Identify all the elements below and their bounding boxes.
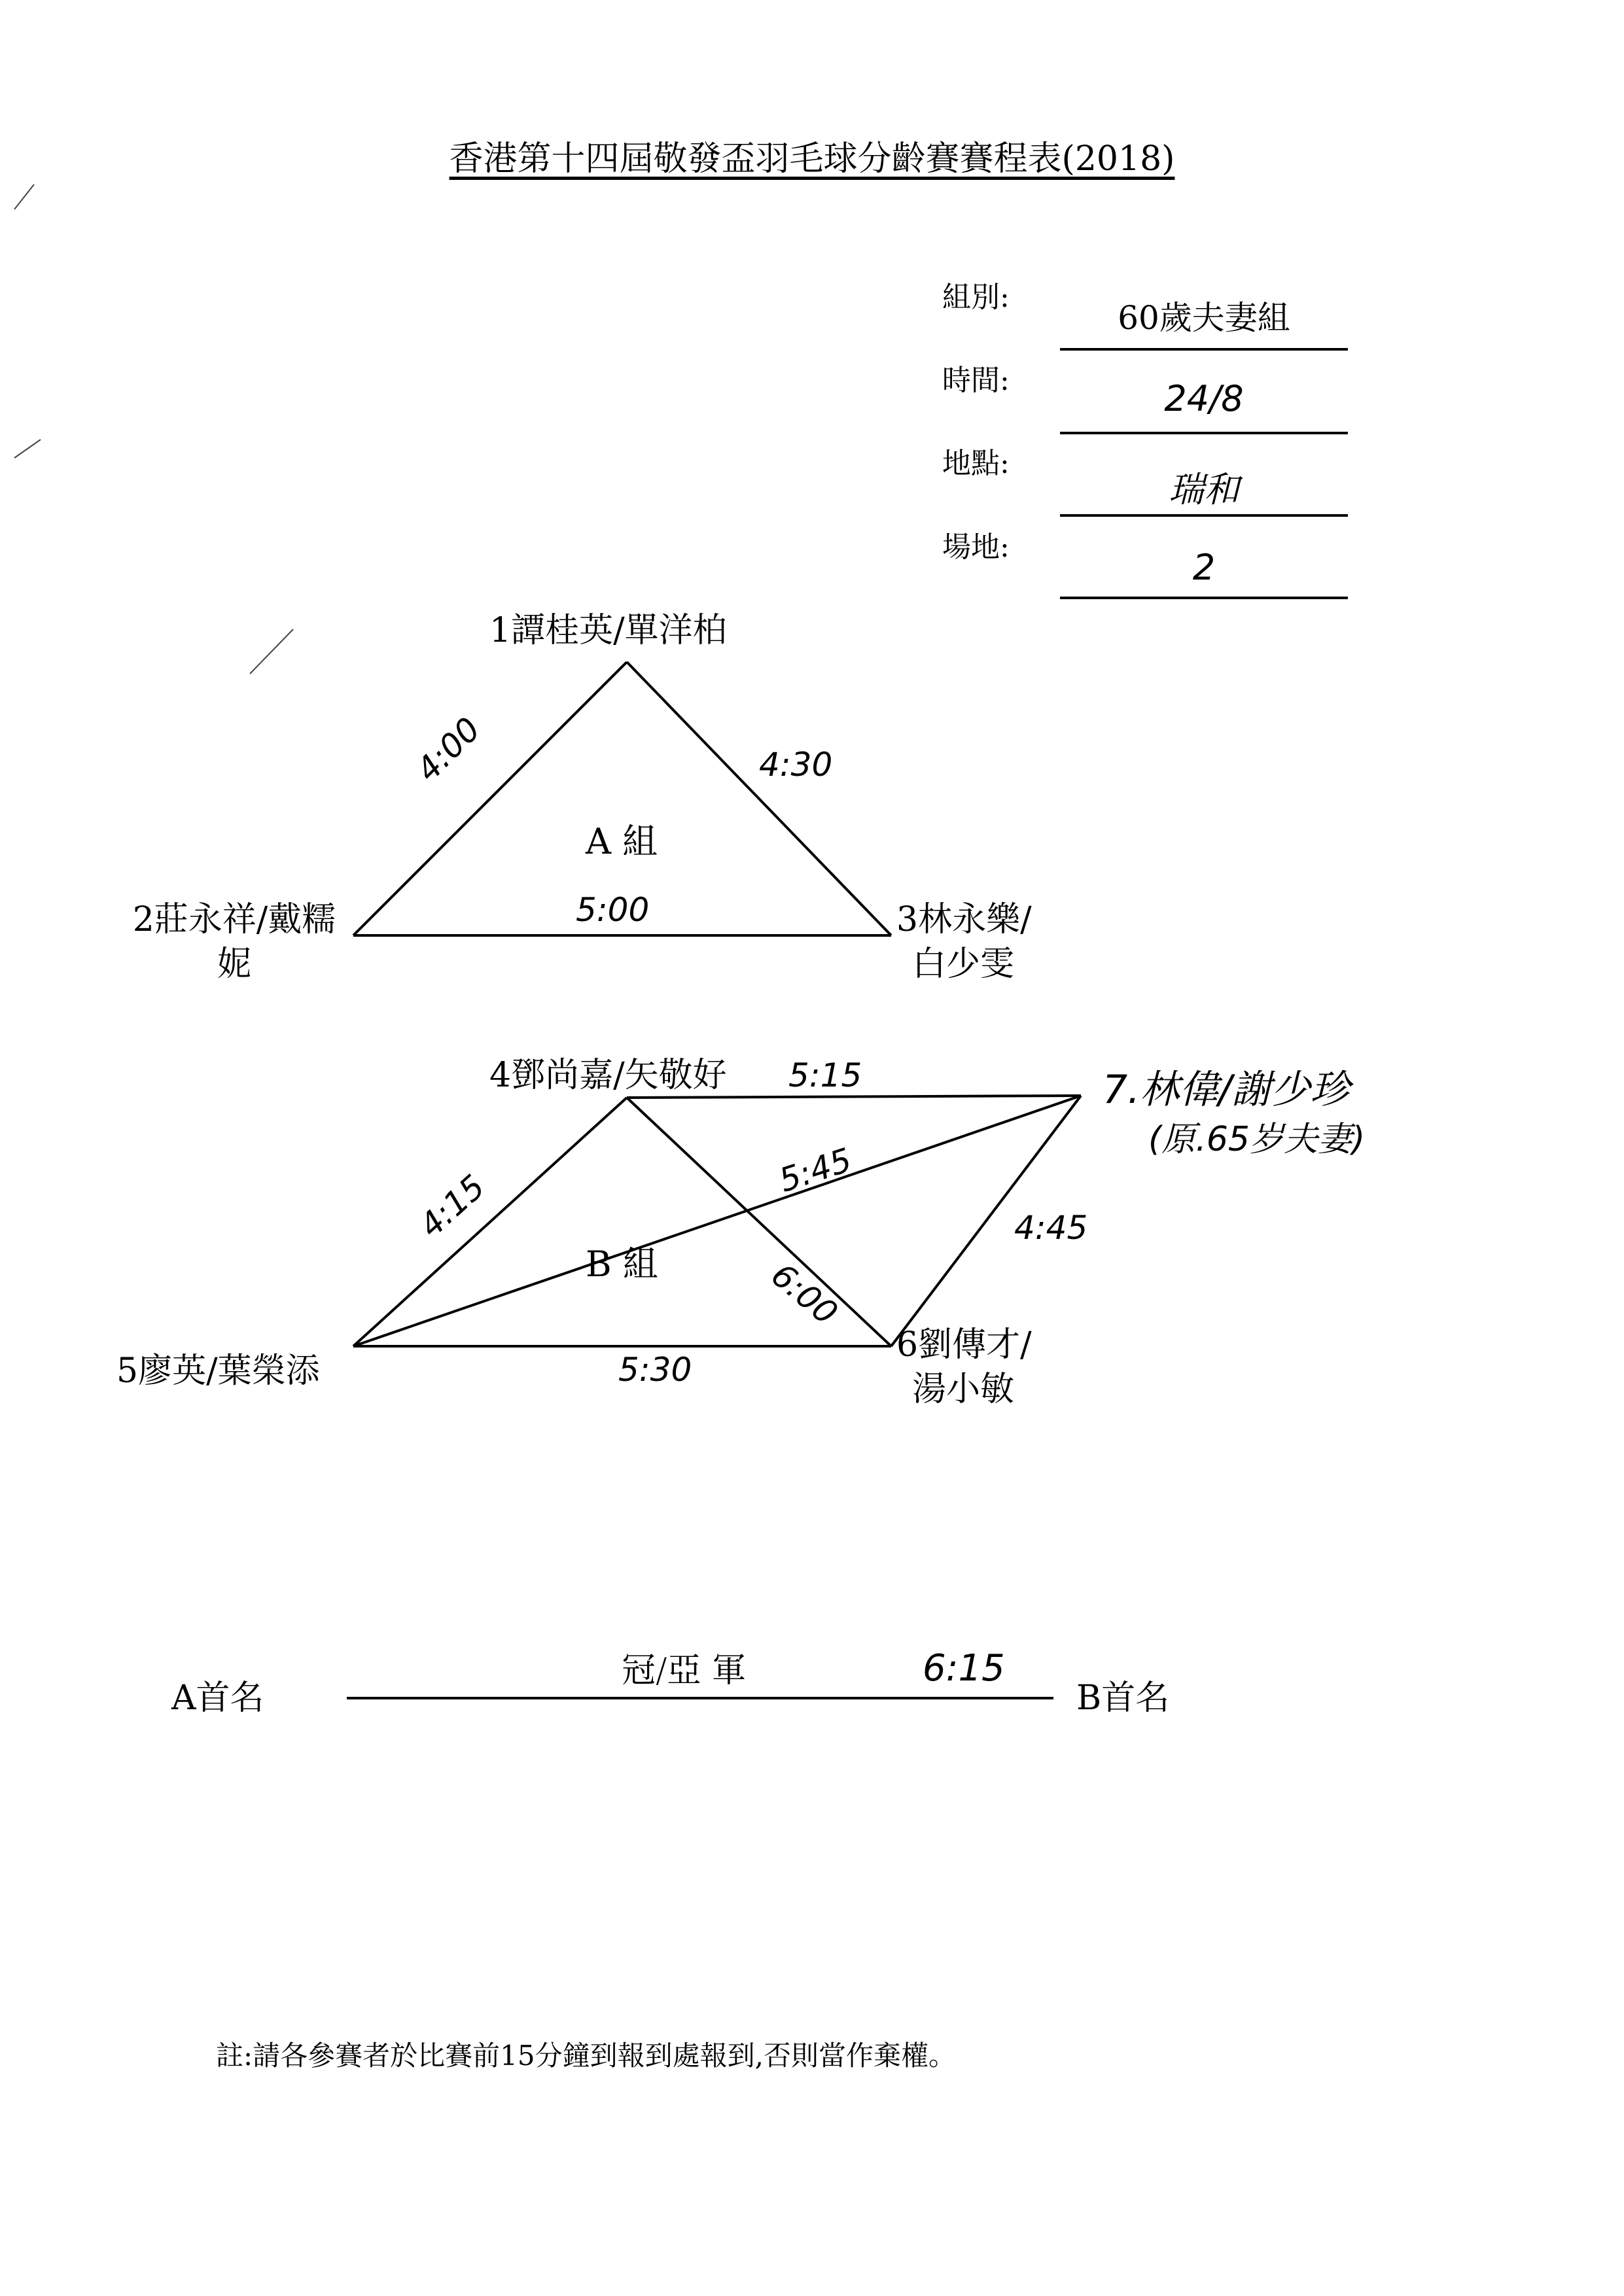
player-7-line1: 7.林偉/謝少珍: [1103, 1067, 1350, 1113]
player-2-line2: 妮: [217, 945, 251, 984]
group-b-edge-p4-p5: [353, 1098, 627, 1346]
time-p1-p2: 4:00: [409, 710, 488, 790]
player-7: [1103, 1065, 1365, 1164]
player-2: [116, 897, 352, 986]
final-center-label: 冠/亞 軍: [622, 1651, 747, 1690]
final-left-label: A首名: [171, 1679, 264, 1718]
group-b-label: B 組: [586, 1244, 658, 1285]
final-right-label: B首名: [1076, 1679, 1170, 1718]
footer-note: 註:請各參賽者於比賽前15分鐘到報到處報到,否則當作棄權。: [216, 2040, 956, 2072]
group-b-edge-p4-p6: [627, 1098, 891, 1346]
court-value: 2: [1192, 547, 1216, 588]
time-p1-p3: 4:30: [759, 746, 833, 784]
player-5: 5廖英/葉榮添: [116, 1351, 320, 1391]
player-6-line1: 6劉傳才/: [896, 1325, 1032, 1365]
page-title: 香港第十四屆敬發盃羽毛球分齡賽賽程表(2018): [449, 139, 1175, 179]
court-label: 場地:: [942, 531, 1010, 564]
time-p4-p6: 6:00: [764, 1256, 845, 1332]
group-a-edge-p1-p3: [627, 662, 891, 935]
player-1: 1譚桂英/單洋柏: [489, 611, 727, 650]
player-6-line2: 湯小敏: [912, 1370, 1015, 1409]
venue-label: 地點:: [942, 447, 1010, 480]
player-7-line2: (原.65岁夫妻): [1148, 1120, 1366, 1159]
time-p2-p3: 5:00: [576, 891, 650, 929]
time-p4-p7: 5:15: [788, 1056, 862, 1094]
player-3-line1: 3林永樂/: [896, 900, 1032, 939]
venue-value: 瑞和: [1169, 469, 1239, 510]
time-p6-p7: 4:45: [1014, 1209, 1088, 1247]
player-2-line1: 2莊永祥/戴糯: [132, 900, 336, 939]
time-p5-p6: 5:30: [618, 1351, 692, 1389]
time-value: 24/8: [1164, 378, 1244, 419]
time-p4-p5: 4:15: [412, 1167, 493, 1245]
group-a-label: A 組: [586, 821, 658, 862]
group-label: 組別:: [942, 281, 1010, 314]
player-3-line2: 白少雯: [912, 945, 1015, 984]
time-p5-p7: 5:45: [774, 1141, 856, 1200]
player-6: [896, 1323, 1032, 1412]
group-value: 60歲夫妻組: [1118, 299, 1290, 337]
player-4: 4鄧尚嘉/矢敬好: [489, 1056, 727, 1095]
player-3: [896, 897, 1032, 986]
time-label: 時間:: [942, 364, 1010, 397]
final-time: 6:15: [923, 1647, 1005, 1690]
